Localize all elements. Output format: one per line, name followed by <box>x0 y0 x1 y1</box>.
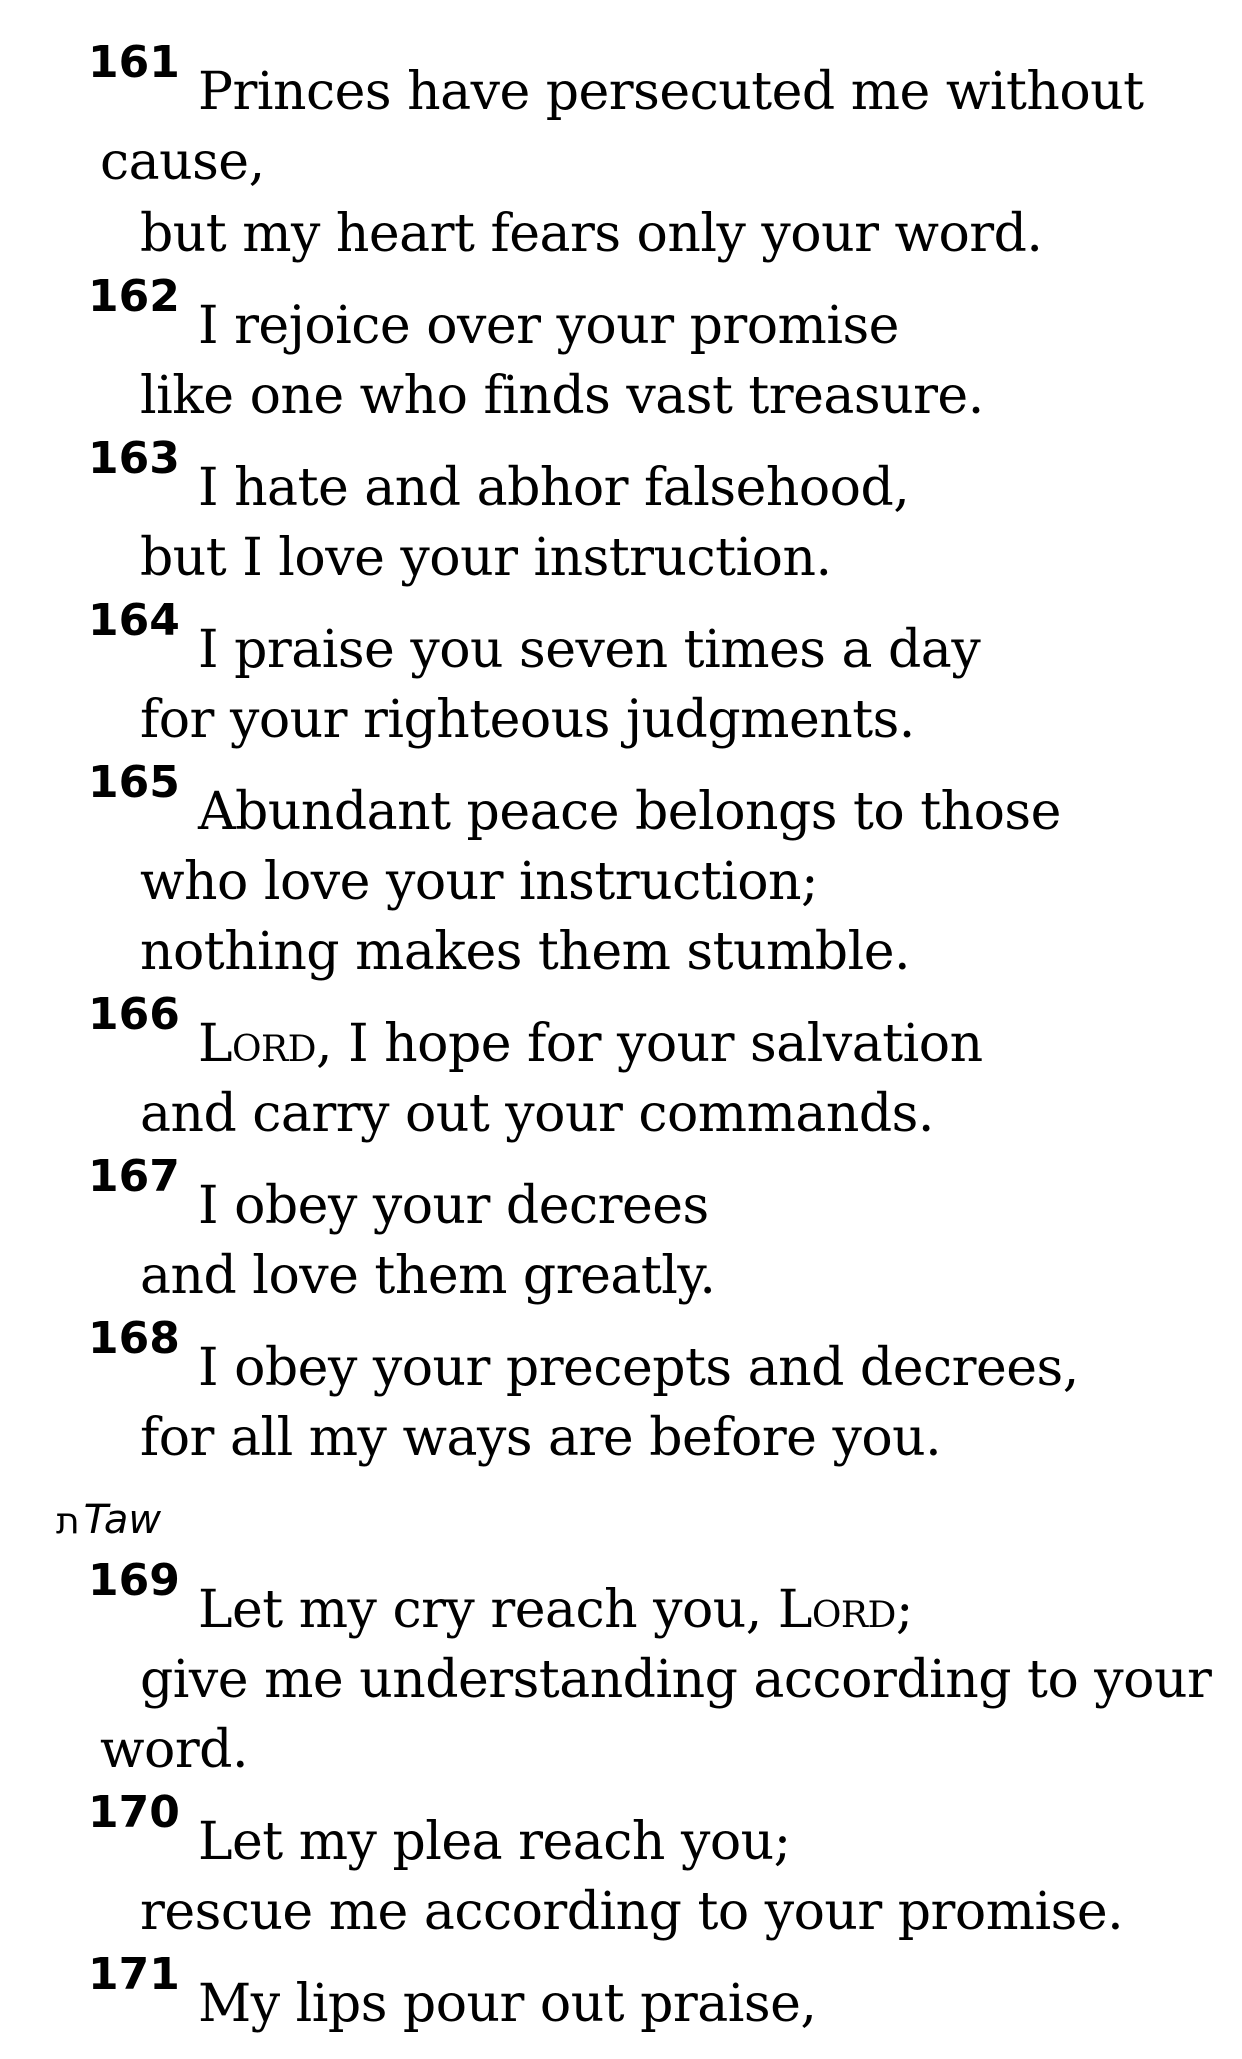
verse-line: cause, <box>100 132 265 192</box>
verse-text: Let my cry reach you, <box>198 1580 778 1640</box>
verse-number: 169 <box>88 1555 180 1606</box>
divine-name: Lord <box>777 1580 896 1640</box>
verse-line: for your righteous judgments. <box>140 690 915 750</box>
verse-text: ; <box>895 1580 913 1640</box>
verse-line: and love them greatly. <box>140 1246 716 1306</box>
verse-number: 161 <box>88 37 180 88</box>
verse-number: 166 <box>88 989 180 1040</box>
verse-line: Princes have persecuted me without <box>198 62 1144 122</box>
verse-number: 164 <box>88 595 180 646</box>
verse-line: rescue me according to your promise. <box>140 1882 1124 1942</box>
verse-number: 167 <box>88 1151 180 1202</box>
hebrew-letter: ת <box>56 1501 80 1542</box>
verse-line: I hate and abhor falsehood, <box>198 458 910 518</box>
verse-number: 165 <box>88 757 180 808</box>
section-heading <box>56 1495 161 1547</box>
verse-line: My lips pour out praise, <box>198 1974 817 2034</box>
verse-line <box>198 1580 913 1640</box>
verse-number: 162 <box>88 271 180 322</box>
verse-line: but my heart fears only your word. <box>140 204 1043 264</box>
verse-number: 168 <box>88 1313 180 1364</box>
verse-line: for all my ways are before you. <box>140 1408 942 1468</box>
verse-line <box>198 1014 983 1074</box>
verse-line: and carry out your commands. <box>140 1084 934 1144</box>
verse-line: I rejoice over your promise <box>198 296 899 356</box>
verse-line: Let my plea reach you; <box>198 1812 791 1872</box>
verse-number: 170 <box>88 1787 180 1838</box>
verse-line: but I love your instruction. <box>140 528 832 588</box>
verse-line: word. <box>100 1720 248 1780</box>
verse-line: Abundant peace belongs to those <box>198 782 1061 842</box>
verse-line: I praise you seven times a day <box>198 620 981 680</box>
verse-number: 171 <box>88 1949 180 2000</box>
verse-line: I obey your precepts and decrees, <box>198 1338 1079 1398</box>
verse-text: , I hope for your salvation <box>316 1014 983 1074</box>
verse-line: who love your instruction; <box>140 852 819 912</box>
verse-number: 163 <box>88 433 180 484</box>
verse-line: nothing makes them stumble. <box>140 922 911 982</box>
divine-name: Lord <box>198 1014 317 1074</box>
verse-line: give me understanding according to your <box>140 1650 1212 1710</box>
section-name: Taw <box>83 1497 162 1543</box>
verse-line: I obey your decrees <box>198 1176 709 1236</box>
verse-line: like one who finds vast treasure. <box>140 366 984 426</box>
